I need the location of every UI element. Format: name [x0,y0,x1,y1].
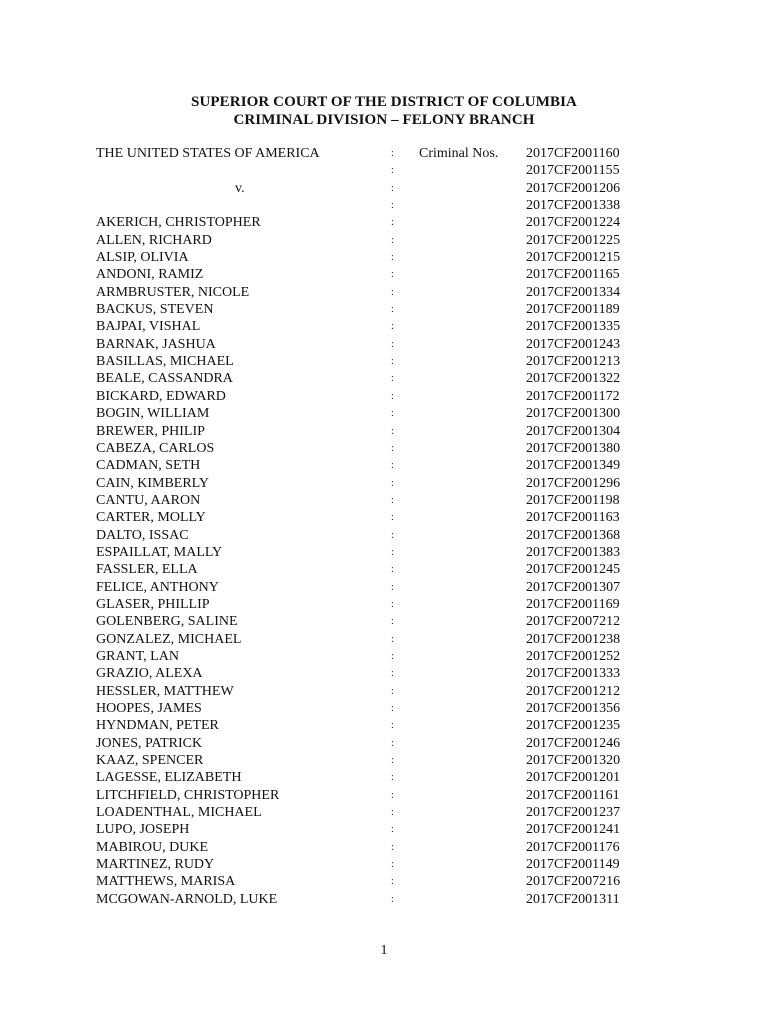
criminal-nos-label: Criminal Nos. [419,146,499,161]
caption-row [0,145,768,162]
defendant-row [0,613,768,630]
case-number: 2017CF2007212 [526,614,621,630]
defendant-name: BACKUS, STEVEN [96,302,214,318]
caption-colon: : [391,286,394,298]
case-number: 2017CF2001307 [526,579,621,595]
caption-colon: : [391,581,394,593]
caption-colon: : [391,824,394,836]
division-title: CRIMINAL DIVISION – FELONY BRANCH [233,112,535,128]
case-number: 2017CF2001322 [526,371,621,387]
case-number: 2017CF2001296 [526,475,621,491]
case-number: 2017CF2001338 [526,198,621,214]
versus-label: v. [235,180,245,196]
defendant-name: BREWER, PHILIP [96,423,205,439]
defendant-row [0,856,768,873]
defendant-row [0,249,768,266]
defendant-name: HESSLER, MATTHEW [96,683,234,699]
caption-colon: : [391,650,394,662]
defendant-name: JONES, PATRICK [96,735,203,751]
case-number: 2017CF2001246 [526,735,621,751]
defendant-name: HYNDMAN, PETER [96,718,219,734]
defendant-name: ARMBRUSTER, NICOLE [96,284,250,300]
case-number: 2017CF2001243 [526,336,621,352]
caption-colon: : [391,442,394,454]
caption-colon: : [391,737,394,749]
defendant-name: LUPO, JOSEPH [96,822,190,838]
defendant-row [0,527,768,544]
case-number: 2017CF2001356 [526,701,621,716]
caption-colon: : [391,182,394,194]
defendant-name: HOOPES, JAMES [96,701,202,716]
defendant-name: ALSIP, OLIVIA [96,250,189,266]
case-number: 2017CF2001335 [526,319,621,335]
case-number: 2017CF2001334 [526,284,621,300]
defendant-name: CABEZA, CARLOS [96,440,215,456]
case-number: 2017CF2001201 [526,770,621,786]
defendant-row [0,336,768,353]
defendant-name: ALLEN, RICHARD [96,232,212,248]
defendant-name: MCGOWAN-ARNOLD, LUKE [96,891,278,907]
caption-colon: : [391,859,394,871]
caption-colon: : [391,425,394,437]
caption-colon: : [391,772,394,784]
caption-colon: : [391,373,394,385]
caption-colon: : [391,304,394,316]
defendant-name: MABIROU, DUKE [96,839,208,855]
case-number: 2017CF2001160 [526,146,620,161]
defendant-name: MARTINEZ, RUDY [96,857,215,873]
defendant-row [0,631,768,648]
case-number: 2017CF2001333 [526,666,621,682]
case-number: 2017CF2001383 [526,544,621,560]
defendant-row [0,423,768,440]
caption-colon: : [391,338,394,350]
caption-colon: : [391,477,394,489]
case-number: 2017CF2001368 [526,527,621,543]
caption-colon: : [391,703,394,714]
caption-colon: : [391,685,394,697]
defendant-row [0,665,768,682]
caption-colon: : [391,529,394,541]
caption-colon: : [391,807,394,819]
defendant-row [0,561,768,578]
caption-colon: : [391,512,394,524]
defendant-name: KAAZ, SPENCER [96,753,204,769]
caption-colon: : [391,408,394,420]
defendant-row [0,787,768,804]
caption-colon: : [391,390,394,402]
defendant-row [0,700,768,717]
caption-colon: : [391,720,394,732]
case-number: 2017CF2001238 [526,631,621,647]
caption-colon: : [391,876,394,888]
defendant-row [0,804,768,821]
case-number: 2017CF2001304 [526,423,621,439]
defendant-row [0,457,768,474]
caption-colon: : [391,252,394,264]
defendant-row [0,873,768,890]
caption-colon: : [391,321,394,333]
case-number: 2017CF2001241 [526,822,621,838]
caption-colon: : [391,200,394,212]
defendant-row [0,266,768,283]
caption-colon: : [391,668,394,680]
case-number: 2017CF2001320 [526,753,621,769]
defendant-name: CANTU, AARON [96,492,201,508]
case-number: 2017CF2001149 [526,857,620,873]
defendant-row [0,839,768,856]
defendant-row [0,648,768,665]
defendant-name: GONZALEZ, MICHAEL [96,631,242,647]
caption-colon: : [391,148,394,159]
defendant-name: LOADENTHAL, MICHAEL [96,805,262,821]
defendant-name: ESPAILLAT, MALLY [96,544,223,560]
defendant-name: GLASER, PHILLIP [96,596,210,612]
caption-colon: : [391,633,394,645]
defendant-name: BASILLAS, MICHAEL [96,354,234,370]
defendant-row [0,752,768,769]
defendant-row [0,579,768,596]
defendant-row [0,492,768,509]
defendant-row [0,891,768,908]
defendant-row [0,318,768,335]
caption-colon: : [391,494,394,506]
defendant-name: CAIN, KIMBERLY [96,475,209,491]
case-number: 2017CF2001245 [526,562,621,578]
defendant-row [0,440,768,457]
case-number: 2017CF2001163 [526,510,620,526]
plaintiff-name: THE UNITED STATES OF AMERICA [96,146,320,161]
defendant-row [0,353,768,370]
caption-colon: : [391,165,394,177]
case-number: 2017CF2001380 [526,440,621,456]
defendant-name: FELICE, ANTHONY [96,579,219,595]
defendant-row [0,370,768,387]
case-number: 2017CF2001237 [526,805,621,821]
defendant-name: BEALE, CASSANDRA [96,371,233,387]
defendant-name: GOLENBERG, SALINE [96,614,238,630]
page-number: 1 [380,943,388,958]
defendant-row [0,735,768,752]
caption-row [0,180,768,197]
case-number: 2017CF2001165 [526,267,620,283]
case-number: 2017CF2001349 [526,458,621,474]
defendant-name: LITCHFIELD, CHRISTOPHER [96,787,280,803]
defendant-name: BOGIN, WILLIAM [96,406,210,422]
caption-colon: : [391,234,394,246]
caption-colon: : [391,564,394,576]
case-number: 2017CF2007216 [526,874,621,890]
case-number: 2017CF2001172 [526,388,620,404]
defendant-row [0,596,768,613]
caption-colon: : [391,269,394,281]
caption-colon: : [391,598,394,610]
case-number: 2017CF2001224 [526,215,621,231]
case-number: 2017CF2001155 [526,163,620,179]
case-number: 2017CF2001206 [526,180,621,196]
defendant-row [0,544,768,561]
case-number: 2017CF2001161 [526,787,620,803]
caption-colon: : [391,217,394,229]
defendant-name: CADMAN, SETH [96,458,201,474]
defendant-name: BICKARD, EDWARD [96,388,226,404]
defendant-row [0,214,768,231]
caption-colon: : [391,755,394,767]
case-number: 2017CF2001300 [526,406,621,422]
defendant-name: GRAZIO, ALEXA [96,666,203,682]
case-number: 2017CF2001311 [526,891,620,907]
caption-colon: : [391,841,394,853]
defendant-row [0,475,768,492]
defendant-name: BARNAK, JASHUA [96,336,216,352]
caption-colon: : [391,546,394,558]
defendant-name: BAJPAI, VISHAL [96,319,201,335]
case-number: 2017CF2001176 [526,839,620,855]
defendant-row [0,769,768,786]
caption-colon: : [391,356,394,368]
caption-row [0,197,768,214]
defendant-row [0,232,768,249]
defendant-row [0,509,768,526]
defendant-row [0,683,768,700]
defendant-row [0,301,768,318]
case-number: 2017CF2001189 [526,302,620,318]
defendant-row [0,388,768,405]
case-number: 2017CF2001235 [526,718,621,734]
case-number: 2017CF2001198 [526,492,620,508]
defendant-name: LAGESSE, ELIZABETH [96,770,242,786]
case-number: 2017CF2001252 [526,648,621,664]
caption-colon: : [391,616,394,628]
case-number: 2017CF2001225 [526,232,621,248]
defendant-list [0,214,768,908]
defendant-name: AKERICH, CHRISTOPHER [96,215,261,231]
caption-colon: : [391,460,394,472]
defendant-name: CARTER, MOLLY [96,510,206,526]
defendant-name: FASSLER, ELLA [96,562,198,578]
defendant-name: ANDONI, RAMIZ [96,267,204,283]
caption-colon: : [391,893,394,905]
defendant-row [0,405,768,422]
case-number: 2017CF2001213 [526,354,621,370]
case-number: 2017CF2001212 [526,683,621,699]
case-number: 2017CF2001215 [526,250,621,266]
defendant-name: MATTHEWS, MARISA [96,874,236,890]
caption-row [0,162,768,179]
court-title: SUPERIOR COURT OF THE DISTRICT OF COLUMBIA [191,94,577,110]
defendant-name: DALTO, ISSAC [96,527,189,543]
case-number: 2017CF2001169 [526,596,620,612]
case-caption [0,145,768,908]
caption-colon: : [391,789,394,801]
defendant-name: GRANT, LAN [96,648,179,664]
defendant-row [0,717,768,734]
defendant-row [0,284,768,301]
defendant-row [0,821,768,838]
